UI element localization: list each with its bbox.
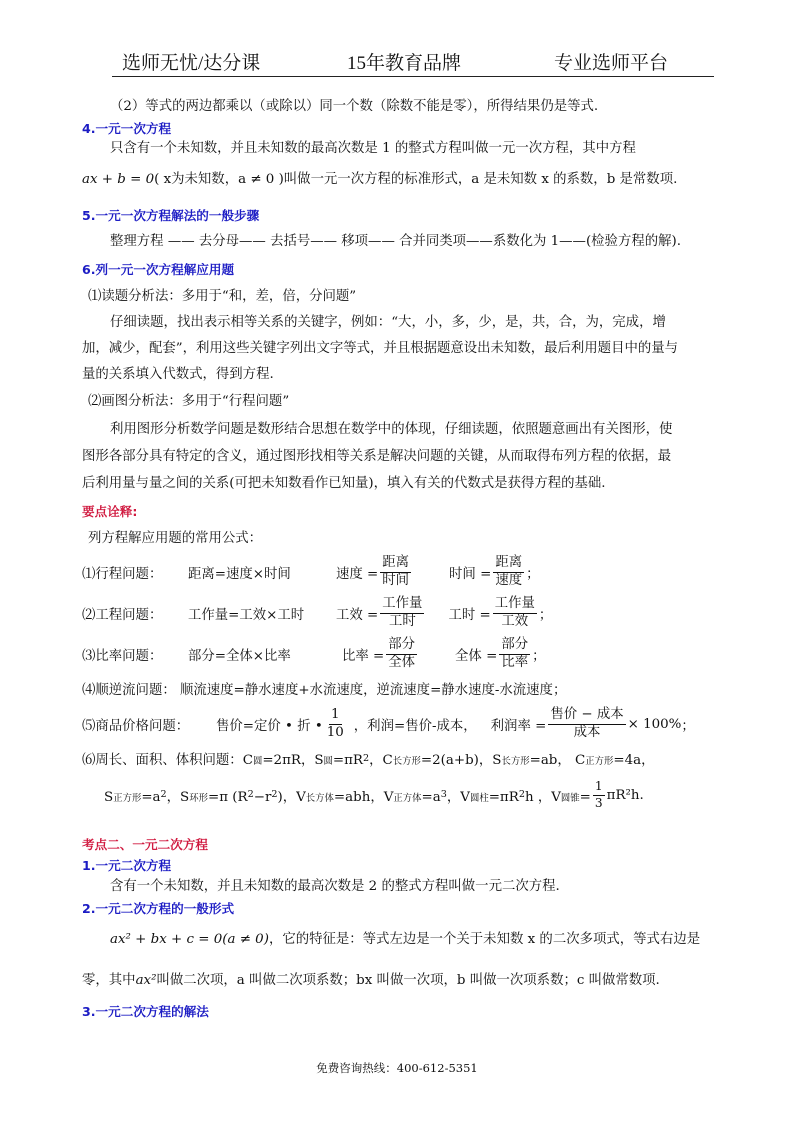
quadratic-terms — [82, 972, 660, 990]
fraction-numerator: 距离 — [380, 556, 411, 573]
footer-hotline: 免费咨询热线：400-612-5351 — [316, 1061, 478, 1075]
formula-superscript: 2 — [518, 789, 525, 801]
header-brand: 选师无忧/达分课 — [122, 53, 261, 74]
formula-subscript: 长方形 — [392, 756, 421, 767]
fraction — [493, 597, 537, 629]
quadratic-formula: ax² + bx + c = 0(a ≠ 0) — [110, 932, 269, 947]
cone-volume-tail: πR²h. — [606, 787, 644, 803]
formula-text: =a — [141, 789, 161, 805]
formula-subscript: 圆 — [252, 756, 263, 767]
fraction-denominator: 工效 — [501, 613, 529, 629]
linear-equation-formula: ax + b = 0 — [82, 172, 155, 187]
formula-text: = — [579, 789, 591, 805]
formula-subscript: 正方形 — [113, 792, 142, 804]
header-rule — [112, 76, 714, 77]
formula-ratio — [82, 635, 545, 673]
formula-end: ； — [681, 718, 695, 734]
formula-subscript: 正方形 — [585, 756, 614, 767]
section-5-steps: 整理方程 —— 去分母—— 去括号—— 移项—— 合并同类项——系数化为 1——(检验方程的解). — [110, 234, 681, 249]
key-notes-heading: 要点诠释: — [82, 504, 138, 519]
fraction-numerator: 部分 — [386, 638, 417, 655]
equation-property-2: （2）等式的两边都乘以（或除以）同一个数（除数不能是零），所得结果仍是等式. — [110, 99, 599, 114]
formula-main: 售价=定价 • 折 • — [216, 718, 323, 734]
formula-text: =abh，V — [333, 789, 394, 805]
geometry-formulas — [243, 753, 655, 768]
formula-profit: ，利润=售价-成本， — [353, 718, 477, 734]
formula-main: 部分=全体×比率 — [188, 648, 291, 664]
method-2-title: ⑵画图分析法：多用于“行程问题” — [88, 394, 290, 409]
formula-text: =2πR，S — [262, 753, 324, 768]
formula-subscript: 环形 — [189, 792, 209, 804]
linear-equation-condition: ( x为未知数，a ≠ 0 ) — [154, 172, 284, 187]
fraction — [593, 780, 605, 810]
formula-geometry-line-1 — [82, 752, 655, 771]
formula-subscript: 长方形 — [501, 756, 530, 767]
fraction-denominator: 全体 — [388, 654, 416, 670]
fraction-numerator: 1 — [593, 780, 605, 795]
formula-b-prefix: 速度 = — [336, 566, 379, 582]
fraction-denominator: 比率 — [501, 654, 529, 670]
quadratic-section-2-heading: 2.一元二次方程的一般形式 — [82, 901, 235, 916]
quadratic-definition: 含有一个未知数，并且未知数的最高次数是 2 的整式方程叫做一元二次方程. — [110, 879, 560, 894]
formula-superscript: 3 — [440, 789, 447, 801]
formula-percent: × 100% — [627, 716, 682, 732]
formula-text: ，S — [166, 789, 190, 805]
formula-b-prefix: 比率 = — [342, 648, 385, 664]
formula-text: =2(a+b)，S — [420, 753, 502, 768]
formula-label: ⑸商品价格问题： — [82, 718, 190, 734]
fraction-numerator: 售价 − 成本 — [548, 708, 625, 725]
formula-c-prefix: 利润率 = — [490, 718, 547, 734]
formula-price — [82, 704, 695, 744]
method-1-text: 量的关系填入代数式，得到方程. — [82, 367, 274, 382]
formula-text: =π (R — [208, 789, 248, 805]
fraction-denominator: 时间 — [382, 572, 410, 588]
formula-subscript: 圆柱 — [469, 792, 489, 804]
section-5-heading: 5.一元一次方程解法的一般步骤 — [82, 208, 260, 223]
formula-label: ⑶比率问题： — [82, 648, 163, 664]
formula-work — [82, 594, 552, 632]
formula-main: 工作量=工效×工时 — [188, 607, 305, 623]
formula-superscript: 2 — [247, 789, 254, 801]
formula-text: −r — [253, 789, 272, 805]
formula-text: ，C — [369, 753, 393, 768]
formula-end: ； — [526, 566, 540, 582]
formula-subscript: 正方体 — [393, 792, 422, 804]
method-2-text: 利用图形分析数学问题是数形结合思想在数学中的体现，仔细读题，依照题意画出有关图形，使 — [110, 422, 673, 437]
formula-c-prefix: 全体 = — [455, 648, 498, 664]
method-1-text: 加，减少，配套”，利用这些关键字列出文字等式，并且根据题意设出未知数，最后利用题目中的量与 — [82, 341, 679, 356]
formula-end: ； — [538, 607, 553, 623]
section-4-definition: 只含有一个未知数，并且未知数的最高次数是 1 的整式方程叫做一元一次方程，其中方程 — [110, 141, 636, 156]
formula-text: ，V — [446, 789, 470, 805]
formula-subscript: 圆 — [323, 756, 333, 767]
formula-label: ⑵工程问题： — [82, 607, 163, 623]
terms-text: 叫做二次项，a 叫做二次项系数；bx 叫做一次项，b 叫做一次项系数；c 叫做常数项. — [156, 973, 660, 988]
geometry-formulas — [104, 786, 591, 805]
quadratic-term-math: ax² — [135, 973, 157, 988]
formula-c-prefix: 时间 = — [449, 566, 492, 582]
fraction-numerator: 1 — [329, 708, 342, 725]
fraction — [380, 597, 424, 629]
formula-label: ⑹周长、面积、体积问题： — [82, 753, 243, 768]
formula-end: ； — [532, 648, 546, 664]
quadratic-section-3-heading: 3.一元二次方程的解法 — [82, 1004, 209, 1019]
formula-label: ⑴行程问题： — [82, 566, 163, 582]
quadratic-section-1-heading: 1.一元二次方程 — [82, 858, 172, 873]
section-4-heading: 4.一元一次方程 — [82, 121, 172, 136]
formulas-intro: 列方程解应用题的常用公式： — [88, 531, 263, 546]
terms-text: 零，其中 — [82, 973, 136, 988]
formula-text: h ，V — [524, 789, 561, 805]
fraction — [548, 708, 625, 740]
fraction — [380, 556, 411, 588]
method-1-title: ⑴读题分析法：多用于“和，差，倍，分问题” — [88, 289, 357, 304]
formula-text: C — [242, 753, 253, 768]
section-4-standard-form — [82, 171, 677, 189]
fraction-denominator: 10 — [326, 724, 344, 740]
header-platform: 专业选师平台 — [554, 53, 669, 74]
fraction-numerator: 工作量 — [380, 597, 424, 614]
formula-text: =a — [421, 789, 441, 805]
formula-subscript: 长方体 — [305, 792, 334, 804]
formula-c-prefix: 工时 = — [448, 607, 491, 623]
fraction — [386, 638, 417, 670]
formula-superscript: 2 — [363, 752, 370, 764]
method-2-text: 图形各部分具有特定的含义，通过图形找相等关系是解决问题的关键，从而取得布列方程的依据，最 — [82, 449, 672, 464]
fraction-denominator: 工时 — [388, 613, 416, 629]
quadratic-general-form — [110, 931, 700, 949]
section-6-heading: 6.列一元一次方程解应用题 — [82, 262, 235, 277]
fraction-numerator: 部分 — [499, 638, 530, 655]
formula-text: =πR — [332, 753, 364, 768]
page-header — [112, 46, 716, 76]
fraction — [493, 556, 524, 588]
fraction-numerator: 距离 — [493, 556, 524, 573]
method-1-text: 仔细读题，找出表示相等关系的关键字，例如：“大，小，多，少，是，共，合，为，完成，增 — [110, 315, 666, 330]
formula-b-prefix: 工效 = — [336, 607, 379, 623]
formula-subscript: 圆锥 — [560, 792, 580, 804]
header-slogan: 15年教育品牌 — [347, 53, 462, 74]
formula-current: ⑷顺逆流问题： 顺流速度=静水速度+水流速度，逆流速度=静水速度-水流速度； — [82, 683, 567, 698]
fraction — [499, 638, 530, 670]
formula-text: )，V — [277, 789, 306, 805]
fraction-denominator: 3 — [594, 795, 603, 810]
fraction-numerator: 工作量 — [493, 597, 537, 614]
formula-superscript: 2 — [160, 789, 167, 801]
formula-main: 距离=速度×时间 — [188, 566, 291, 582]
formula-travel — [82, 553, 539, 591]
formula-text: =4a， — [613, 753, 655, 768]
fraction — [325, 708, 346, 740]
formula-text: =πR — [488, 789, 519, 805]
topic-2-heading: 考点二、一元二次方程 — [82, 837, 208, 852]
general-form-text: ，它的特征是：等式左边是一个关于未知数 x 的二次多项式，等式右边是 — [268, 932, 701, 947]
method-2-text: 后利用量与量之间的关系(可把未知数看作已知量)，填入有关的代数式是获得方程的基础. — [82, 476, 606, 491]
formula-text: S — [104, 789, 114, 805]
fraction-denominator: 速度 — [495, 572, 523, 588]
formula-superscript: 2 — [271, 789, 278, 801]
fraction-denominator: 成本 — [573, 724, 601, 740]
formula-text: =ab， C — [529, 753, 586, 768]
formula-geometry-line-2 — [104, 776, 644, 814]
standard-form-text: 叫做一元一次方程的标准形式，a 是未知数 x 的系数，b 是常数项. — [283, 172, 678, 187]
